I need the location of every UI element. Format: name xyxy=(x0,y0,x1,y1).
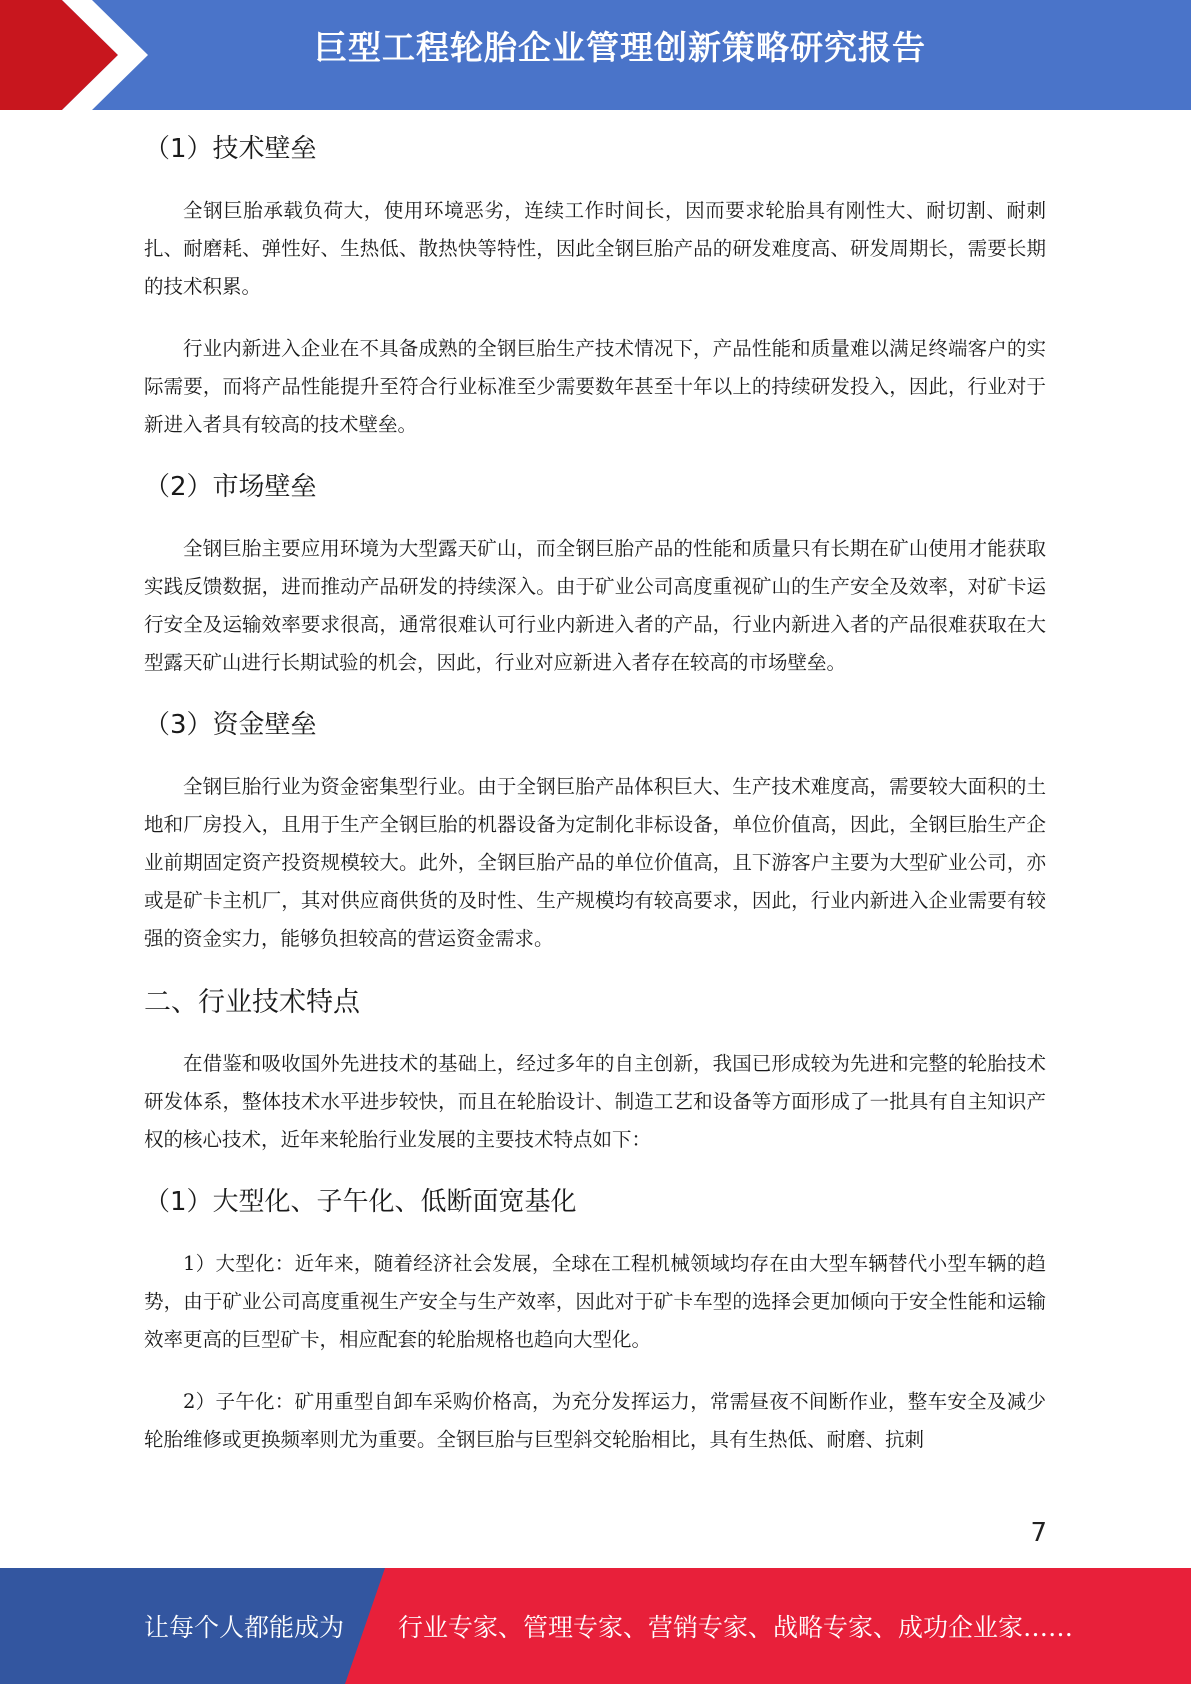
document-body xyxy=(144,128,1046,1459)
header-banner xyxy=(0,0,1191,110)
paragraph: 全钢巨胎行业为资金密集型行业。由于全钢巨胎产品体积巨大、生产技术难度高，需要较大面积的土地和厂房投入，且用于生产全钢巨胎的机器设备为定制化非标设备，单位价值高，因此，全钢巨胎生产企业前期固定资产投资规模较大。此外，全钢巨胎产品的单位价值高，且下游客户主要为大型矿业公司，亦或是矿卡主机厂，其对供应商供货的及时性、生产规模均有较高要求，因此，行业内新进入企业需要有较强的资金实力，能够负担较高的营运资金需求。 xyxy=(144,775,1046,950)
section-heading: （2）市场壁垒 xyxy=(144,472,317,502)
footer-slogan-right: 行业专家、管理专家、营销专家、战略专家、成功企业家…… xyxy=(398,1613,1074,1642)
section-industry-tech-features xyxy=(144,980,1046,1159)
paragraph: 全钢巨胎承载负荷大，使用环境恶劣，连续工作时间长，因而要求轮胎具有刚性大、耐切割、耐刺扎、耐磨耗、弹性好、生热低、散热快等特性，因此全钢巨胎产品的研发难度高、研发周期长，需要长期的技术积累。 xyxy=(144,199,1046,298)
chapter-heading: 二、行业技术特点 xyxy=(144,987,360,1018)
paragraph: 行业内新进入企业在不具备成熟的全钢巨胎生产技术情况下，产品性能和质量难以满足终端客户的实际需要，而将产品性能提升至符合行业标准至少需要数年甚至十年以上的持续研发投入，因此，行业对于新进入者具有较高的技术壁垒。 xyxy=(144,337,1046,436)
document-title: 巨型工程轮胎企业管理创新策略研究报告 xyxy=(314,28,926,67)
section-large-radial xyxy=(144,1181,1046,1459)
footer-banner xyxy=(0,1568,1191,1684)
paragraph: 在借鉴和吸收国外先进技术的基础上，经过多年的自主创新，我国已形成较为先进和完整的轮胎技术研发体系，整体技术水平进步较快，而且在轮胎设计、制造工艺和设备等方面形成了一批具有自主知识产权的核心技术，近年来轮胎行业发展的主要技术特点如下： xyxy=(144,1052,1046,1151)
section-tech-barrier xyxy=(144,128,1046,444)
section-market-barrier xyxy=(144,466,1046,682)
paragraph: 1）大型化：近年来，随着经济社会发展，全球在工程机械领域均存在由大型车辆替代小型车辆的趋势，由于矿业公司高度重视生产安全与生产效率，因此对于矿卡车型的选择会更加倾向于安全性能和运输效率更高的巨型矿卡，相应配套的轮胎规格也趋向大型化。 xyxy=(144,1252,1046,1351)
page-number: 7 xyxy=(1030,1518,1047,1548)
section-heading: （1）大型化、子午化、低断面宽基化 xyxy=(144,1187,577,1217)
section-heading: （1）技术壁垒 xyxy=(144,134,317,164)
paragraph: 全钢巨胎主要应用环境为大型露天矿山，而全钢巨胎产品的性能和质量只有长期在矿山使用才能获取实践反馈数据，进而推动产品研发的持续深入。由于矿业公司高度重视矿山的生产安全及效率，对矿卡运行安全及运输效率要求很高，通常很难认可行业内新进入者的产品，行业内新进入者的产品很难获取在大型露天矿山进行长期试验的机会，因此，行业对应新进入者存在较高的市场壁垒。 xyxy=(144,537,1046,674)
section-capital-barrier xyxy=(144,704,1046,958)
footer-slogan-left: 让每个人都能成为 xyxy=(144,1613,345,1642)
paragraph: 2）子午化：矿用重型自卸车采购价格高，为充分发挥运力，常需昼夜不间断作业，整车安全及减少轮胎维修或更换频率则尤为重要。全钢巨胎与巨型斜交轮胎相比，具有生热低、耐磨、抗刺 xyxy=(144,1390,1046,1451)
section-heading: （3）资金壁垒 xyxy=(144,710,317,740)
